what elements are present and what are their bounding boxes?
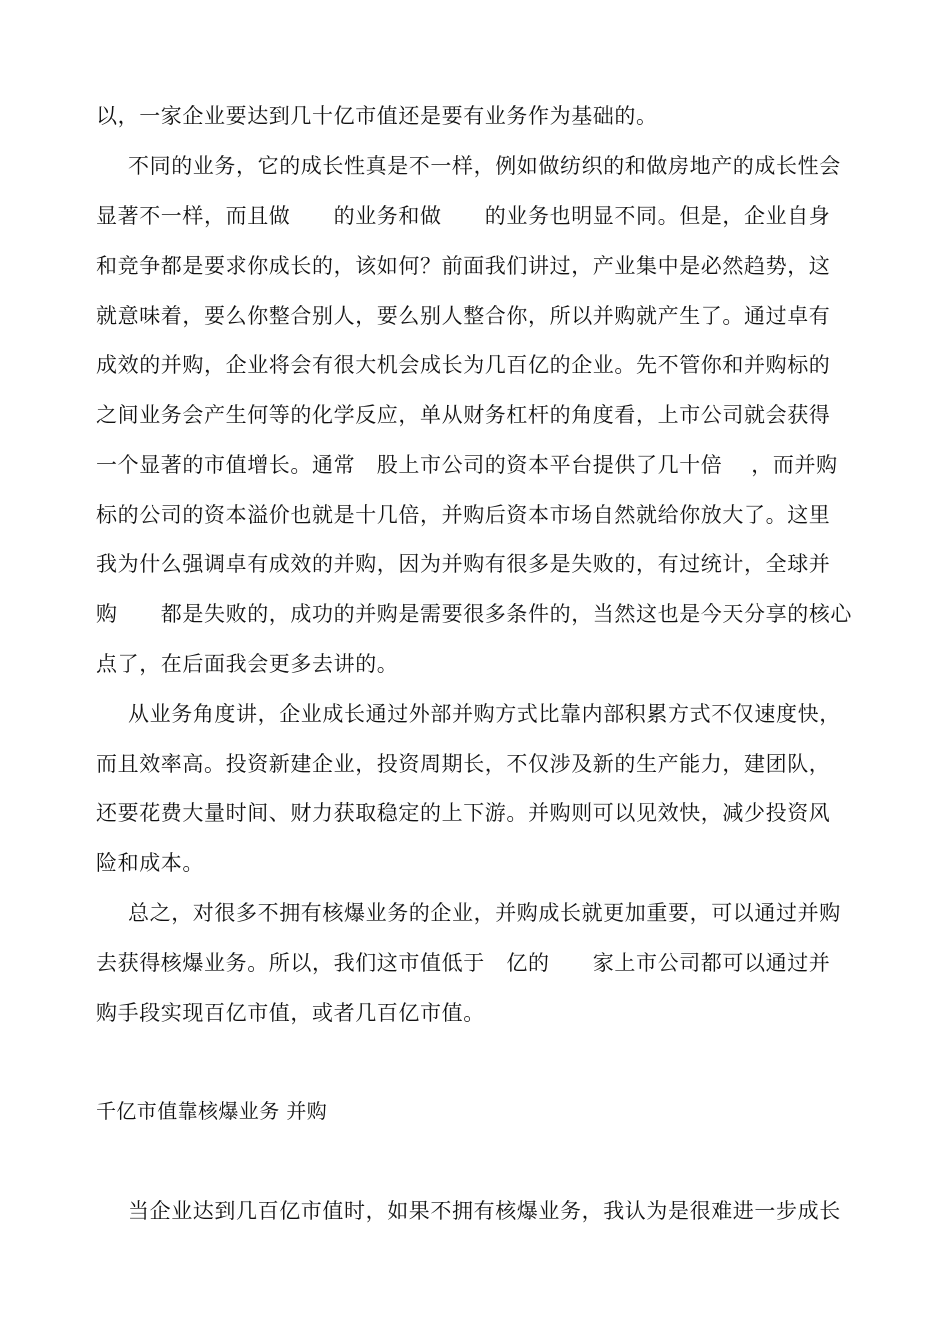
text-line: 从业务角度讲，企业成长通过外部并购方式比靠内部积累方式不仅速度快， <box>128 702 841 726</box>
text-line: 去获得核爆业务。所以，我们这市值低于 亿的 家上市公司都可以通过并 <box>96 951 831 975</box>
text-line: 成效的并购，企业将会有很大机会成长为几百亿的企业。先不管你和并购标的 <box>96 353 831 377</box>
text-line: 购 都是失败的，成功的并购是需要很多条件的，当然这也是今天分享的核心 <box>96 602 852 626</box>
section-heading: 千亿市值靠核爆业务 并购 <box>96 1099 328 1123</box>
text-line: 以，一家企业要达到几十亿市值还是要有业务作为基础的。 <box>96 104 658 128</box>
text-line: 当企业达到几百亿市值时，如果不拥有核爆业务，我认为是很难进一步成长 <box>128 1199 841 1223</box>
text-line: 险和成本。 <box>96 851 204 875</box>
text-line: 就意味着，要么你整合别人，要么别人整合你，所以并购就产生了。通过卓有 <box>96 304 831 328</box>
text-line: 之间业务会产生何等的化学反应，单从财务杠杆的角度看，上市公司就会获得 <box>96 403 831 427</box>
text-line: 点了，在后面我会更多去讲的。 <box>96 652 399 676</box>
text-line: 我为什么强调卓有成效的并购，因为并购有很多是失败的，有过统计，全球并 <box>96 552 831 576</box>
text-line: 而且效率高。投资新建企业，投资周期长，不仅涉及新的生产能力，建团队， <box>96 752 831 776</box>
text-line: 总之，对很多不拥有核爆业务的企业，并购成长就更加重要，可以通过并购 <box>128 901 841 925</box>
text-line: 标的公司的资本溢价也就是十几倍，并购后资本市场自然就给你放大了。这里 <box>96 503 831 527</box>
text-line: 不同的业务，它的成长性真是不一样，例如做纺织的和做房地产的成长性会 <box>128 154 841 178</box>
text-line: 还要花费大量时间、财力获取稳定的上下游。并购则可以见效快，减少投资风 <box>96 801 831 825</box>
text-line: 一个显著的市值增长。通常 股上市公司的资本平台提供了几十倍 ，而并购 <box>96 453 838 477</box>
text-line: 和竞争都是要求你成长的，该如何？前面我们讲过，产业集中是必然趋势，这 <box>96 254 831 278</box>
text-line: 购手段实现百亿市值，或者几百亿市值。 <box>96 1001 485 1025</box>
text-line: 显著不一样，而且做 的业务和做 的业务也明显不同。但是，企业自身 <box>96 204 831 228</box>
